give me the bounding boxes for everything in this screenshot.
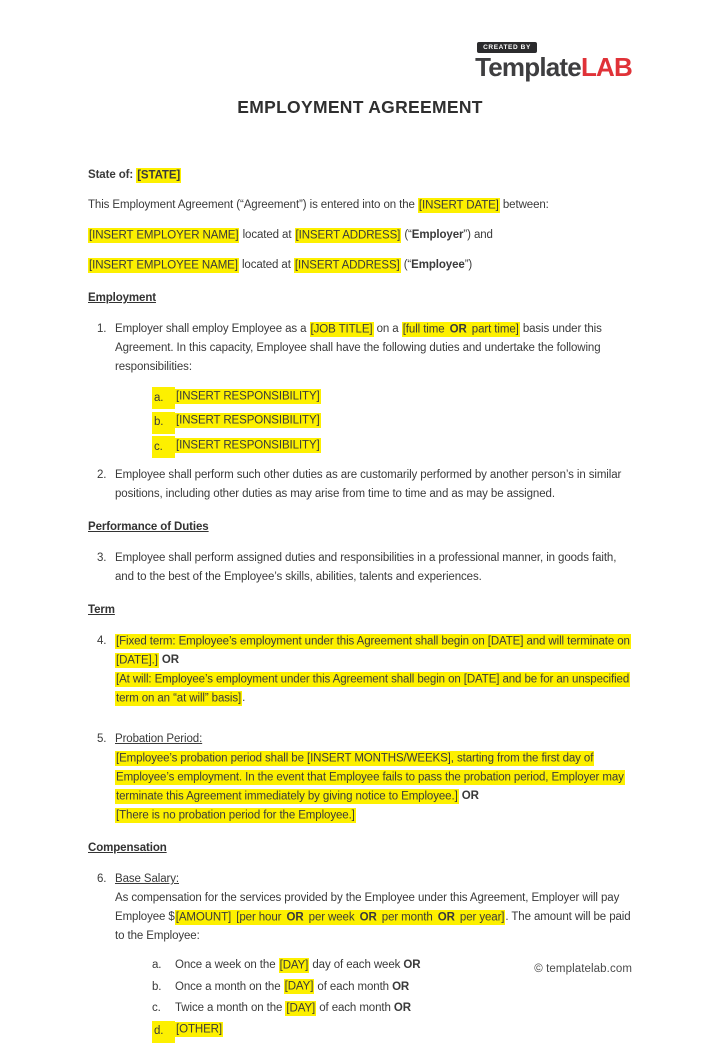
text-segment: Probation Period: bbox=[115, 733, 203, 745]
highlight-placeholder: [Fixed term: Employee’s employment under this Agreement shall begin on [DATE] and will terminate on [DATE].] bbox=[116, 635, 630, 666]
highlight-placeholder: [INSERT EMPLOYER NAME] bbox=[89, 229, 239, 241]
lettered-sub-list bbox=[88, 387, 632, 458]
text-segment: This Employment Agreement (“Agreement”) is entered into on the bbox=[88, 199, 418, 211]
item-number: 5. bbox=[97, 733, 107, 745]
highlight-placeholder: [DAY] bbox=[284, 980, 314, 993]
text-segment: Employee shall perform assigned duties and responsibilities in a professional manner, in goods faith, and to the best of the Employee’s skills, abilities, talents and experiences. bbox=[115, 552, 617, 583]
highlight-placeholder: [AMOUNT] bbox=[175, 911, 232, 923]
item-number: 4. bbox=[97, 635, 107, 647]
created-by-badge: CREATED BY bbox=[477, 42, 537, 53]
item-text bbox=[175, 978, 632, 997]
document-title: EMPLOYMENT AGREEMENT bbox=[237, 97, 483, 117]
item-number: 6. bbox=[97, 873, 107, 885]
item-text bbox=[115, 730, 632, 825]
lettered-item bbox=[152, 978, 632, 997]
text-segment: located at bbox=[239, 229, 295, 241]
paragraph bbox=[88, 166, 632, 185]
highlight-placeholder: per month bbox=[378, 911, 436, 923]
text-segment: day of each week bbox=[309, 959, 404, 971]
numbered-item bbox=[88, 320, 632, 377]
logo-area bbox=[88, 0, 632, 81]
highlight-placeholder: [INSERT DATE] bbox=[418, 199, 499, 211]
text-segment: Term bbox=[88, 604, 115, 616]
item-text bbox=[115, 320, 632, 377]
text-segment: . bbox=[242, 692, 246, 704]
highlight-placeholder: [INSERT ADDRESS] bbox=[294, 259, 400, 271]
section-heading bbox=[88, 518, 632, 537]
item-letter: d. bbox=[152, 1021, 175, 1043]
section-heading bbox=[88, 289, 632, 308]
numbered-item bbox=[88, 870, 632, 946]
highlight-placeholder: per week bbox=[305, 911, 358, 923]
text-segment: ”) and bbox=[463, 229, 493, 241]
text-segment: Employee bbox=[411, 259, 465, 271]
item-letter: a. bbox=[152, 387, 175, 409]
paragraph bbox=[88, 196, 632, 215]
item-text bbox=[175, 412, 632, 434]
item-text bbox=[175, 999, 632, 1018]
lettered-item bbox=[152, 999, 632, 1018]
item-letter: b. bbox=[152, 412, 175, 434]
item-text bbox=[115, 549, 632, 587]
text-segment: Performance of Duties bbox=[88, 521, 209, 533]
numbered-item bbox=[88, 549, 632, 587]
text-segment: basis under this Agreement. In this capacity, Employee shall have the following duties and undertake the following responsibilities: bbox=[115, 323, 602, 373]
logo-wordmark bbox=[475, 54, 632, 80]
highlight-placeholder: [STATE] bbox=[137, 169, 181, 181]
text-segment: OR bbox=[161, 654, 179, 666]
item-number: 1. bbox=[97, 323, 107, 335]
item-text bbox=[115, 466, 632, 504]
section-heading bbox=[88, 839, 632, 858]
highlight-placeholder: [INSERT RESPONSIBILITY] bbox=[176, 390, 320, 402]
text-segment: OR bbox=[392, 980, 410, 993]
text-segment: As compensation for the services provided by the Employee under this Agreement, Employer will pay Employee $ bbox=[115, 892, 620, 923]
text-segment: located at bbox=[238, 259, 294, 271]
text-segment: Compensation bbox=[88, 842, 167, 854]
numbered-item bbox=[88, 632, 632, 708]
highlight-placeholder: [At will: Employee’s employment under this Agreement shall begin on [DATE] and be for an unspecified term on an “at will” basis] bbox=[116, 673, 630, 704]
item-number: 2. bbox=[97, 469, 107, 481]
text-segment: of each month bbox=[316, 1002, 394, 1014]
item-letter: b. bbox=[152, 980, 162, 993]
footer-copyright: © templatelab.com bbox=[534, 963, 632, 975]
text-segment: OR bbox=[461, 790, 479, 802]
highlight-placeholder: [DAY] bbox=[286, 1002, 316, 1014]
highlight-placeholder: [INSERT ADDRESS] bbox=[295, 229, 401, 241]
text-segment: Once a week on the bbox=[175, 959, 279, 971]
highlight-placeholder: OR bbox=[359, 911, 377, 923]
document-body bbox=[88, 166, 632, 1043]
highlight-placeholder: [INSERT RESPONSIBILITY] bbox=[176, 439, 320, 451]
paragraph bbox=[88, 256, 632, 275]
highlight-placeholder: OR bbox=[449, 323, 467, 335]
numbered-item bbox=[88, 730, 632, 825]
templatelab-logo bbox=[475, 36, 632, 80]
highlight-placeholder: [full time bbox=[402, 323, 448, 335]
highlight-placeholder: part time] bbox=[468, 323, 519, 335]
paragraph bbox=[88, 226, 632, 245]
text-segment: ”) bbox=[464, 259, 473, 271]
lettered-item bbox=[152, 387, 632, 409]
text-segment: between: bbox=[499, 199, 549, 211]
blank-line-spacer bbox=[88, 718, 632, 730]
section-heading bbox=[88, 601, 632, 620]
highlight-placeholder: [OTHER] bbox=[176, 1023, 222, 1036]
highlight-placeholder: [Employee’s probation period shall be [INSERT MONTHS/WEEKS], starting from the first day of Employee’s employment. In the event that Employee fails to pass the probation period, Employer may terminate this Agreement immediately by giving notice to Employee.] bbox=[116, 752, 624, 802]
highlight-placeholder: [There is no probation period for the Employee.] bbox=[116, 809, 355, 821]
item-text bbox=[175, 1021, 632, 1043]
item-text bbox=[115, 870, 632, 946]
text-segment: Base Salary: bbox=[115, 873, 179, 885]
item-letter: c. bbox=[152, 1002, 161, 1014]
text-segment: Employer shall employ Employee as a bbox=[115, 323, 310, 335]
highlight-placeholder: OR bbox=[286, 911, 304, 923]
logo-text-primary: Template bbox=[475, 52, 581, 82]
highlight-placeholder: [JOB TITLE] bbox=[310, 323, 373, 335]
highlight-placeholder: [per hour bbox=[233, 911, 285, 923]
item-letter: c. bbox=[152, 436, 175, 458]
text-segment: (“ bbox=[401, 229, 412, 241]
lettered-item bbox=[152, 436, 632, 458]
text-segment: State of: bbox=[88, 169, 137, 181]
text-segment: Employment bbox=[88, 292, 157, 304]
text-segment: OR bbox=[403, 959, 421, 971]
item-letter: a. bbox=[152, 959, 162, 971]
text-segment: Once a month on the bbox=[175, 980, 284, 993]
text-segment: Employer bbox=[411, 229, 464, 241]
text-segment: . The amount will be paid to the Employee: bbox=[115, 911, 631, 942]
item-text bbox=[175, 387, 632, 409]
numbered-item bbox=[88, 466, 632, 504]
logo-text-accent: LAB bbox=[580, 52, 632, 82]
text-segment: OR bbox=[393, 1002, 411, 1014]
text-segment: Twice a month on the bbox=[175, 1002, 286, 1014]
text-segment: of each month bbox=[314, 980, 393, 993]
highlight-placeholder: per year] bbox=[456, 911, 505, 923]
item-text bbox=[115, 632, 632, 708]
item-number: 3. bbox=[97, 552, 107, 564]
item-text bbox=[175, 436, 632, 458]
highlight-placeholder: [INSERT RESPONSIBILITY] bbox=[176, 414, 320, 427]
text-segment: on a bbox=[373, 323, 402, 335]
highlight-placeholder: [INSERT EMPLOYEE NAME] bbox=[89, 259, 238, 271]
text-segment: Employee shall perform such other duties as are customarily performed by another person’s in similar positions, including other duties as may arise from time to time and as may be assigned. bbox=[115, 469, 622, 500]
highlight-placeholder: OR bbox=[437, 911, 455, 923]
highlight-placeholder: [DAY] bbox=[279, 959, 309, 971]
lettered-item bbox=[152, 412, 632, 434]
text-segment: (“ bbox=[400, 259, 412, 271]
lettered-item bbox=[152, 1021, 632, 1043]
